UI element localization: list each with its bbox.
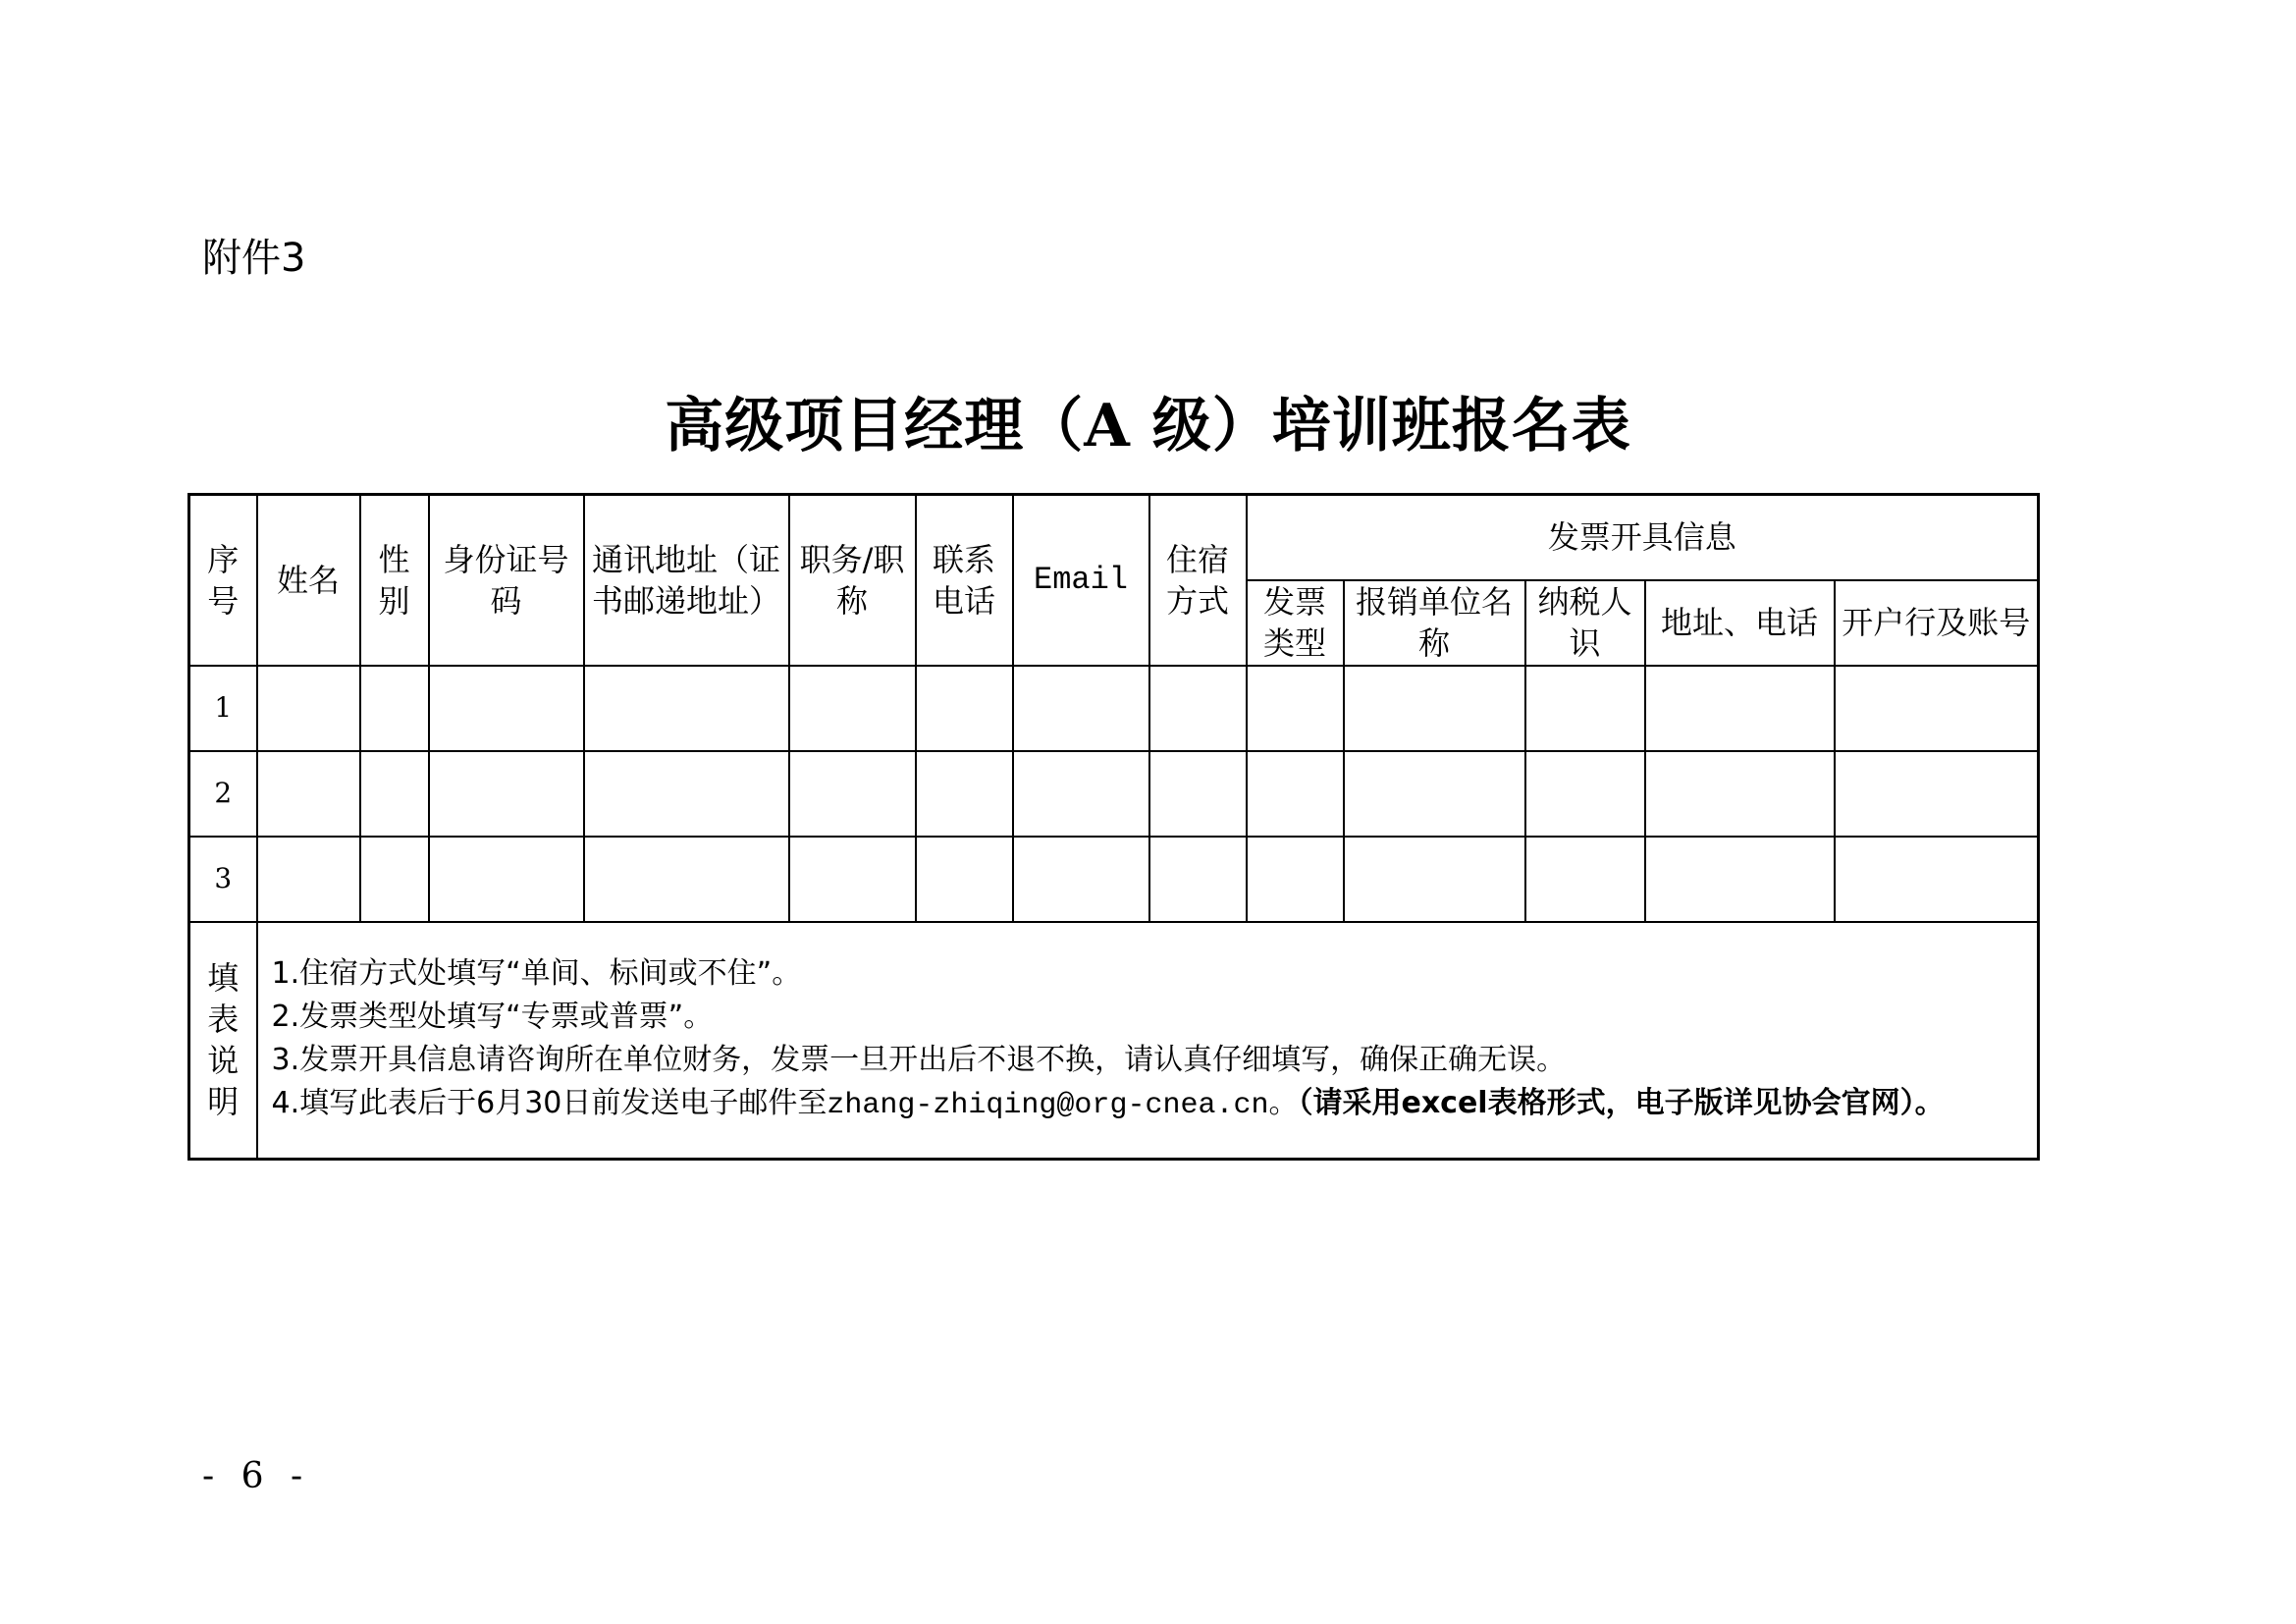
cell-address[interactable]	[584, 666, 789, 751]
header-gender: 性别	[360, 495, 429, 666]
table-row	[189, 666, 2039, 751]
header-name: 姓名	[257, 495, 360, 666]
cell-bank-account[interactable]	[1835, 751, 2039, 837]
header-bank-account: 开户行及账号	[1835, 580, 2039, 666]
note-line-3: 3.发票开具信息请咨询所在单位财务，发票一旦开出后不退不换，请认真仔细填写，确保正确无误。	[271, 1043, 1567, 1078]
cell-email[interactable]	[1013, 666, 1149, 751]
cell-bank-account[interactable]	[1835, 837, 2039, 922]
note-line-1: 1.住宿方式处填写“单间、标间或不住”。	[271, 956, 802, 992]
cell-address[interactable]	[584, 837, 789, 922]
registration-table-wrap	[187, 493, 2040, 1161]
table-row	[189, 837, 2039, 922]
notes-row	[189, 922, 2039, 1160]
cell-phone[interactable]	[916, 751, 1013, 837]
header-reimburse-unit: 报销单位名称	[1344, 580, 1525, 666]
cell-invoice-type[interactable]	[1247, 666, 1344, 751]
cell-phone[interactable]	[916, 666, 1013, 751]
cell-address-phone[interactable]	[1645, 751, 1835, 837]
cell-lodging[interactable]	[1149, 666, 1247, 751]
cell-name[interactable]	[257, 837, 360, 922]
table-row	[189, 751, 2039, 837]
cell-address-phone[interactable]	[1645, 837, 1835, 922]
header-taxpayer-id: 纳税人识	[1525, 580, 1645, 666]
attachment-label: 附件3	[202, 236, 306, 281]
cell-bank-account[interactable]	[1835, 666, 2039, 751]
note-line-4	[272, 1082, 2038, 1127]
cell-gender[interactable]	[360, 751, 429, 837]
cell-lodging[interactable]	[1149, 751, 1247, 837]
header-seq: 序号	[189, 495, 257, 666]
cell-gender[interactable]	[360, 837, 429, 922]
header-invoice-type: 发票类型	[1247, 580, 1344, 666]
cell-address-phone[interactable]	[1645, 666, 1835, 751]
header-id-number: 身份证号码	[429, 495, 584, 666]
header-phone: 联系电话	[916, 495, 1013, 666]
cell-position[interactable]	[789, 837, 916, 922]
header-address-phone: 地址、电话	[1645, 580, 1835, 666]
cell-lodging[interactable]	[1149, 837, 1247, 922]
cell-address[interactable]	[584, 751, 789, 837]
cell-position[interactable]	[789, 666, 916, 751]
cell-taxpayer-id[interactable]	[1525, 666, 1645, 751]
header-position: 职务/职称	[789, 495, 916, 666]
cell-id-number[interactable]	[429, 837, 584, 922]
row-seq: 3	[189, 837, 257, 922]
notes-body	[257, 922, 2039, 1160]
cell-email[interactable]	[1013, 837, 1149, 922]
note-line-2: 2.发票类型处填写“专票或普票”。	[271, 1000, 714, 1035]
cell-reimburse-unit[interactable]	[1344, 751, 1525, 837]
page-number: - 6 -	[202, 1456, 311, 1496]
header-row-1	[189, 495, 2039, 580]
cell-name[interactable]	[257, 751, 360, 837]
note-4-bold: （请采用excel表格形式，电子版详见协会官网）。	[1298, 1086, 1945, 1121]
cell-gender[interactable]	[360, 666, 429, 751]
cell-position[interactable]	[789, 751, 916, 837]
header-email: Email	[1013, 495, 1149, 666]
note-4-prefix: 4.填写此表后于6月30日前发送电子邮件至	[271, 1086, 828, 1121]
cell-taxpayer-id[interactable]	[1525, 751, 1645, 837]
note-4-separator: 。	[1268, 1086, 1299, 1121]
cell-id-number[interactable]	[429, 666, 584, 751]
notes-label: 填表说明	[189, 922, 257, 1160]
cell-taxpayer-id[interactable]	[1525, 837, 1645, 922]
header-address: 通讯地址（证书邮递地址）	[584, 495, 789, 666]
note-4-email: zhang-zhiqing@org-cnea.cn	[827, 1089, 1269, 1123]
cell-email[interactable]	[1013, 751, 1149, 837]
registration-table	[187, 493, 2040, 1161]
cell-invoice-type[interactable]	[1247, 751, 1344, 837]
cell-reimburse-unit[interactable]	[1344, 666, 1525, 751]
form-title: 高级项目经理（A 级）培训班报名表	[665, 392, 1631, 460]
row-seq: 1	[189, 666, 257, 751]
header-lodging: 住宿方式	[1149, 495, 1247, 666]
cell-phone[interactable]	[916, 837, 1013, 922]
row-seq: 2	[189, 751, 257, 837]
cell-id-number[interactable]	[429, 751, 584, 837]
cell-invoice-type[interactable]	[1247, 837, 1344, 922]
header-invoice-group: 发票开具信息	[1247, 495, 2039, 580]
cell-name[interactable]	[257, 666, 360, 751]
cell-reimburse-unit[interactable]	[1344, 837, 1525, 922]
